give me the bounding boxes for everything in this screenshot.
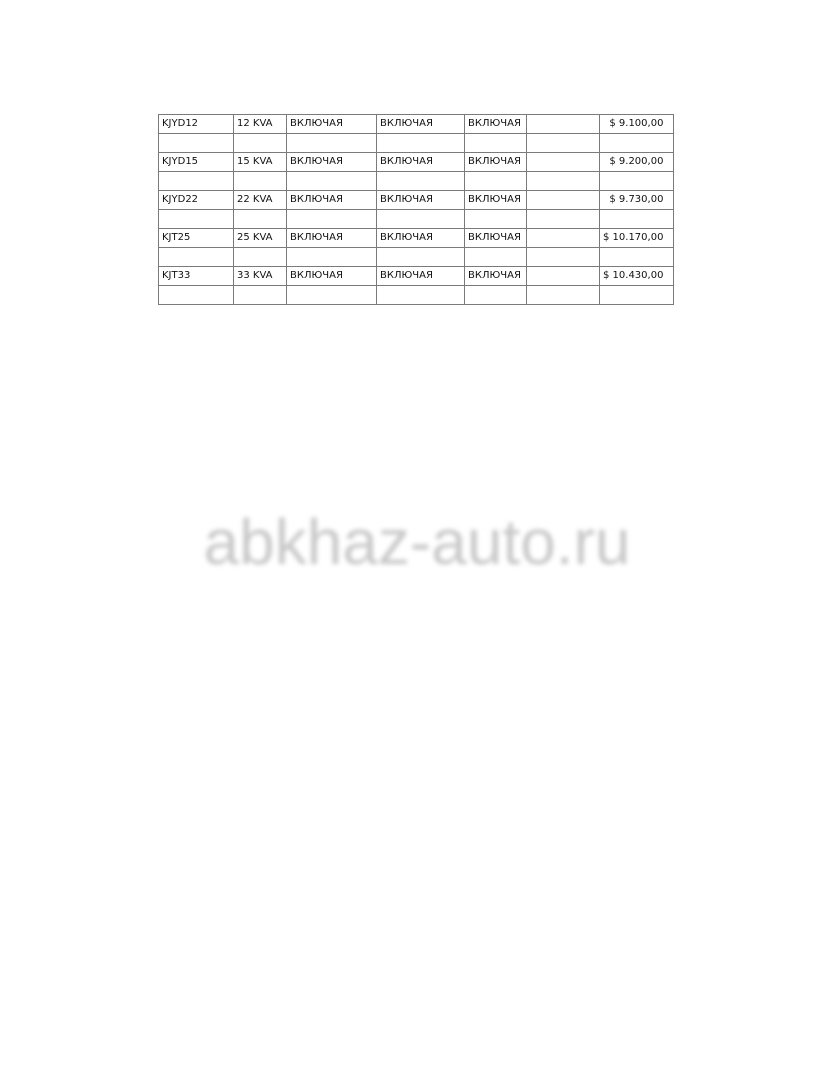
model-cell: KJT33 xyxy=(159,267,234,286)
included-cell xyxy=(377,134,465,153)
empty-cell xyxy=(527,286,600,305)
price-cell xyxy=(600,286,674,305)
price-cell xyxy=(600,172,674,191)
model-cell xyxy=(159,134,234,153)
price-table xyxy=(158,114,674,305)
price-cell: $ 10.170,00 xyxy=(600,229,674,248)
included-cell: ВКЛЮЧАЯ xyxy=(287,229,377,248)
power-cell xyxy=(234,210,287,229)
table-row xyxy=(159,153,674,172)
price-cell xyxy=(600,210,674,229)
included-cell xyxy=(465,134,527,153)
table-row xyxy=(159,286,674,305)
price-cell: $ 9.200,00 xyxy=(600,153,674,172)
included-cell xyxy=(465,248,527,267)
model-cell xyxy=(159,248,234,267)
table-row xyxy=(159,210,674,229)
included-cell: ВКЛЮЧАЯ xyxy=(377,115,465,134)
model-cell: KJYD22 xyxy=(159,191,234,210)
empty-cell xyxy=(527,229,600,248)
power-cell: 33 KVA xyxy=(234,267,287,286)
included-cell: ВКЛЮЧАЯ xyxy=(465,229,527,248)
power-cell: 12 KVA xyxy=(234,115,287,134)
table-row xyxy=(159,229,674,248)
empty-cell xyxy=(527,248,600,267)
included-cell: ВКЛЮЧАЯ xyxy=(465,191,527,210)
table-row xyxy=(159,248,674,267)
included-cell: ВКЛЮЧАЯ xyxy=(287,115,377,134)
included-cell xyxy=(287,248,377,267)
table-row xyxy=(159,191,674,210)
watermark: abkhaz-auto.ru xyxy=(203,506,631,578)
table-body xyxy=(159,115,674,305)
included-cell: ВКЛЮЧАЯ xyxy=(377,229,465,248)
included-cell xyxy=(287,286,377,305)
model-cell xyxy=(159,210,234,229)
included-cell: ВКЛЮЧАЯ xyxy=(287,153,377,172)
power-cell xyxy=(234,134,287,153)
empty-cell xyxy=(527,134,600,153)
included-cell xyxy=(287,210,377,229)
empty-cell xyxy=(527,210,600,229)
power-cell: 25 KVA xyxy=(234,229,287,248)
included-cell xyxy=(465,286,527,305)
empty-cell xyxy=(527,267,600,286)
power-cell: 22 KVA xyxy=(234,191,287,210)
price-cell: $ 9.100,00 xyxy=(600,115,674,134)
included-cell: ВКЛЮЧАЯ xyxy=(465,115,527,134)
power-cell xyxy=(234,286,287,305)
model-cell xyxy=(159,172,234,191)
table-row xyxy=(159,134,674,153)
included-cell: ВКЛЮЧАЯ xyxy=(377,153,465,172)
model-cell: KJYD15 xyxy=(159,153,234,172)
included-cell: ВКЛЮЧАЯ xyxy=(465,153,527,172)
included-cell: ВКЛЮЧАЯ xyxy=(465,267,527,286)
empty-cell xyxy=(527,115,600,134)
included-cell xyxy=(287,134,377,153)
included-cell: ВКЛЮЧАЯ xyxy=(287,191,377,210)
table-row xyxy=(159,172,674,191)
included-cell xyxy=(377,210,465,229)
price-cell: $ 9.730,00 xyxy=(600,191,674,210)
table-row xyxy=(159,115,674,134)
included-cell xyxy=(287,172,377,191)
included-cell xyxy=(377,172,465,191)
included-cell xyxy=(377,286,465,305)
price-cell xyxy=(600,248,674,267)
included-cell xyxy=(465,172,527,191)
empty-cell xyxy=(527,172,600,191)
price-cell xyxy=(600,134,674,153)
included-cell: ВКЛЮЧАЯ xyxy=(377,267,465,286)
included-cell: ВКЛЮЧАЯ xyxy=(287,267,377,286)
included-cell: ВКЛЮЧАЯ xyxy=(377,191,465,210)
power-cell xyxy=(234,248,287,267)
included-cell xyxy=(465,210,527,229)
empty-cell xyxy=(527,153,600,172)
model-cell xyxy=(159,286,234,305)
model-cell: KJT25 xyxy=(159,229,234,248)
power-cell: 15 KVA xyxy=(234,153,287,172)
included-cell xyxy=(377,248,465,267)
empty-cell xyxy=(527,191,600,210)
price-cell: $ 10.430,00 xyxy=(600,267,674,286)
table-row xyxy=(159,267,674,286)
model-cell: KJYD12 xyxy=(159,115,234,134)
power-cell xyxy=(234,172,287,191)
